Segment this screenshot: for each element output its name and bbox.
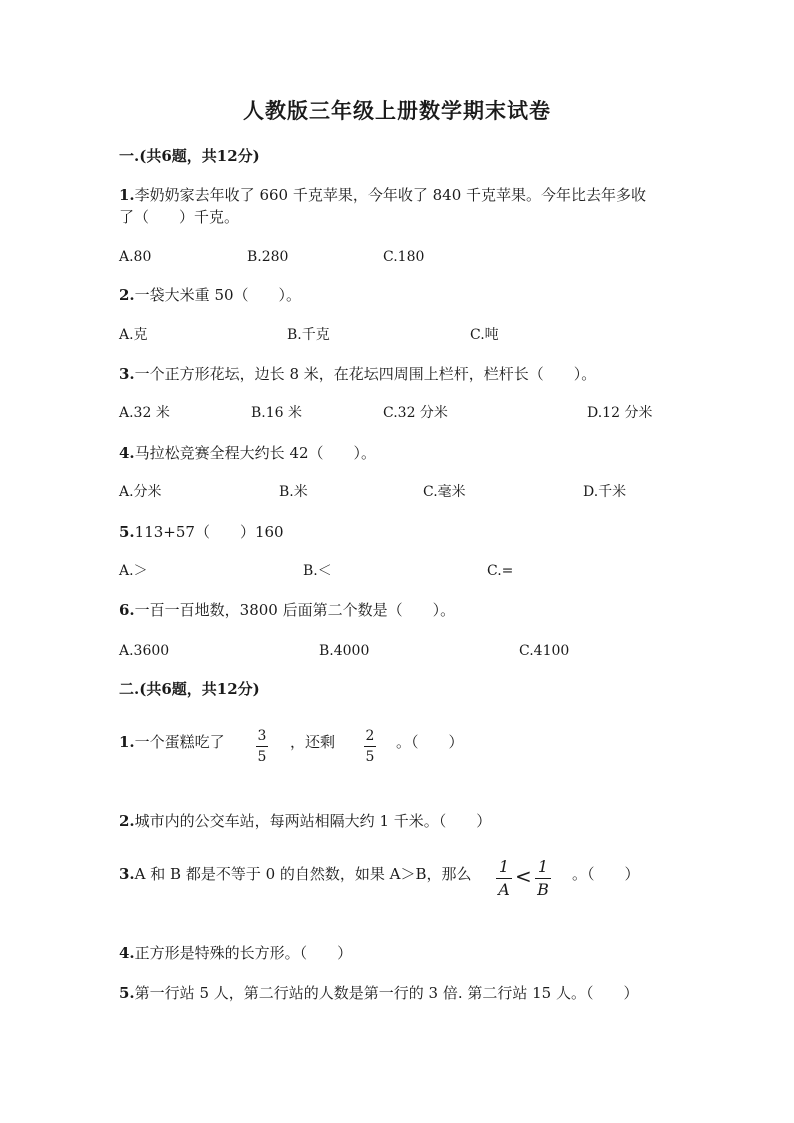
- question-number: 5.: [119, 523, 135, 541]
- fraction-three-fifths: [256, 729, 268, 764]
- fraction-two-fifths: [364, 729, 376, 764]
- question-1-5: [119, 525, 284, 540]
- numerator: 2: [365, 728, 375, 744]
- question-1-1: [119, 188, 646, 203]
- question-text-middle: ，还剩: [290, 733, 336, 751]
- section-heading-1: 一.(共6题，共12分): [119, 147, 260, 165]
- option-b[interactable]: B.米: [279, 484, 308, 500]
- denominator: 5: [257, 749, 267, 765]
- question-number: 1.: [119, 186, 135, 204]
- question-text-end: 。（ ）: [572, 865, 640, 883]
- question-number: 5.: [119, 984, 135, 1002]
- question-2-5: [119, 986, 639, 1001]
- option-a[interactable]: A.80: [119, 249, 152, 265]
- option-c[interactable]: C.180: [383, 249, 425, 265]
- fraction-bar: [256, 746, 268, 747]
- option-b[interactable]: B.千克: [287, 327, 330, 343]
- option-a[interactable]: A.克: [119, 327, 148, 343]
- question-2-1: [119, 735, 225, 750]
- denominator: 5: [365, 749, 375, 765]
- question-2-3: [119, 867, 472, 882]
- question-1-2: [119, 288, 301, 303]
- option-a[interactable]: A.3600: [119, 643, 170, 659]
- option-a[interactable]: A.＞: [119, 563, 148, 579]
- fraction-one-over-a: [496, 859, 512, 898]
- option-c[interactable]: C.吨: [470, 327, 499, 343]
- question-text: 113+57（ ）160: [134, 523, 284, 541]
- numerator: 3: [257, 728, 267, 744]
- fraction-bar: [496, 878, 512, 879]
- option-d[interactable]: D.12 分米: [587, 405, 653, 421]
- question-number: 1.: [119, 733, 135, 751]
- question-1-3: [119, 367, 596, 382]
- question-text: A 和 B 都是不等于 0 的自然数，如果 A＞B，那么: [134, 865, 472, 883]
- page-title: 人教版三年级上册数学期末试卷: [243, 98, 551, 123]
- section-heading-2: 二.(共6题，共12分): [119, 680, 260, 698]
- fraction-one-over-b: [535, 859, 551, 898]
- question-text: 马拉松竞赛全程大约长 42（ ）。: [134, 444, 377, 462]
- question-number: 4.: [119, 944, 135, 962]
- question-number: 2.: [119, 286, 135, 304]
- option-b[interactable]: B.280: [247, 249, 289, 265]
- option-b[interactable]: B.16 米: [251, 405, 303, 421]
- fraction-bar: [364, 746, 376, 747]
- option-c[interactable]: C.4100: [519, 643, 570, 659]
- question-text-end: 。（ ）: [396, 733, 464, 751]
- question-text: 正方形是特殊的长方形。（ ）: [134, 944, 353, 962]
- option-c[interactable]: C.毫米: [423, 484, 466, 500]
- option-a[interactable]: A.32 米: [119, 405, 170, 421]
- option-b[interactable]: B.＜: [303, 563, 332, 579]
- question-text: 一个正方形花坛，边长 8 米，在花坛四周围上栏杆，栏杆长（ ）。: [134, 365, 597, 383]
- less-than-sign: <: [515, 864, 532, 888]
- question-1-1-line2: 了（ ）千克。: [119, 208, 240, 226]
- question-1-4: [119, 446, 376, 461]
- question-text: 一袋大米重 50（ ）。: [134, 286, 302, 304]
- question-1-6: [119, 603, 455, 618]
- question-2-4: [119, 946, 352, 961]
- option-c[interactable]: C.=: [487, 563, 514, 579]
- option-d[interactable]: D.千米: [583, 484, 627, 500]
- numerator: 1: [537, 857, 549, 876]
- question-number: 2.: [119, 812, 135, 830]
- question-number: 4.: [119, 444, 135, 462]
- question-number: 6.: [119, 601, 135, 619]
- question-number: 3.: [119, 365, 135, 383]
- fraction-bar: [535, 878, 551, 879]
- question-2-2: [119, 814, 491, 829]
- question-text: 李奶奶家去年收了 660 千克苹果，今年收了 840 千克苹果。今年比去年多收: [134, 186, 647, 204]
- question-text: 第一行站 5 人，第二行站的人数是第一行的 3 倍. 第二行站 15 人。（ ）: [134, 984, 639, 1002]
- question-text: 一百一百地数，3800 后面第二个数是（ ）。: [134, 601, 456, 619]
- question-text: 城市内的公交车站，每两站相隔大约 1 千米。（ ）: [134, 812, 492, 830]
- question-text: 一个蛋糕吃了: [134, 733, 225, 751]
- option-b[interactable]: B.4000: [319, 643, 370, 659]
- numerator: 1: [498, 857, 510, 876]
- option-a[interactable]: A.分米: [119, 484, 162, 500]
- question-number: 3.: [119, 865, 135, 883]
- denominator: B: [537, 880, 549, 899]
- denominator: A: [498, 880, 510, 899]
- option-c[interactable]: C.32 分米: [383, 405, 448, 421]
